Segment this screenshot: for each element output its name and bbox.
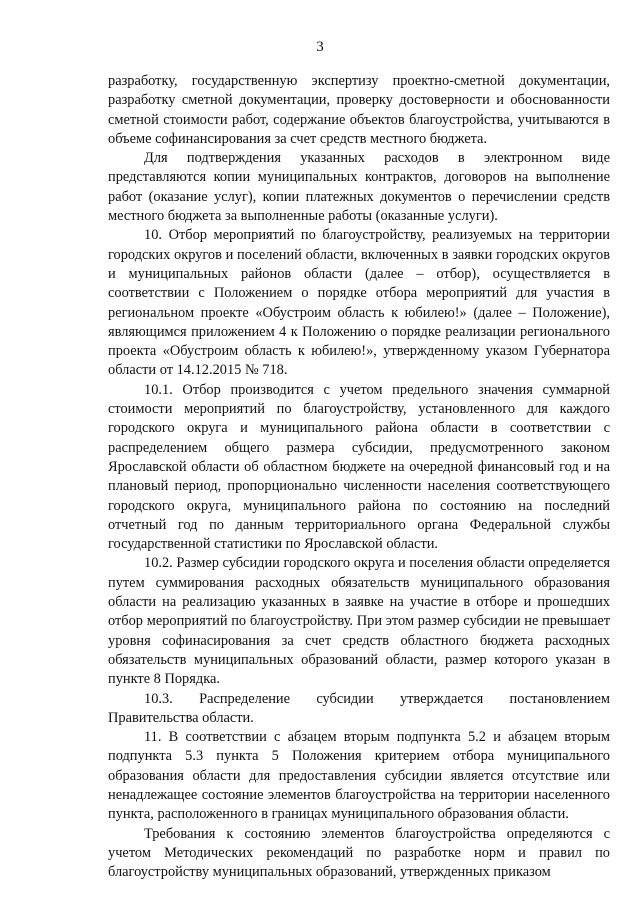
- document-body: [108, 72, 610, 882]
- page-number: 3: [316, 39, 324, 55]
- paragraph-item-10: 10. Отбор мероприятий по благоустройству, реализуемых на территории городских округов и поселений области, включенных в заявки городских округов и муниципальных районов области (далее – отбор), осуществляется в соответствии с Положением о порядке отбора мероприятий для участия в региональном проекте «Обустроим область к юбилею!» (далее – Положение), являющимся приложением 4 к Положению о порядке реализации регионального проекта «Обустроим область к юбилею!», утвержденному указом Губернатора области от 14.12.2015 № 718.: [108, 227, 610, 379]
- paragraph-expense-confirmation: Для подтверждения указанных расходов в электронном виде представляются копии муниципальных контрактов, договоров на выполнение работ (оказание услуг), копии платежных документов о перечислении средств местного бюджета за выполненные работы (оказанные услуги).: [108, 150, 610, 225]
- paragraph-item-10-2: 10.2. Размер субсидии городского округа и поселения области определяется путем суммирования расходных обязательств муниципального образования области на реализацию указанных в заявке на участие в отборе и прошедших отбор мероприятий по благоустройству. При этом размер субсидии не превышает уровня софинасирования за счет средств областного бюджета расходных обязательств муниципальных образований области, размер которого указан в пункте 8 Порядка.: [108, 555, 611, 688]
- paragraph-item-10-1: 10.1. Отбор производится с учетом предельного значения суммарной стоимости мероприятий по благоустройству, установленного для каждого городского округа и муниципального района области в соответствии с распределением общего размера субсидии, предусмотренного законом Ярославской области об областном бюджете на очередной финансовый год и на плановый период, пропорционально численности населения соответствующего городского округа, муниципального района по состоянию на последний отчетный год по данным территориального органа Федеральной службы государственной статистики по Ярославской области.: [108, 381, 610, 553]
- paragraph-continuation: разработку, государственную экспертизу проектно-сметной документации, разработку сметной документации, проверку достоверности и обоснованности сметной стоимости работ, содержание объектов благоустройства, учитываются в объеме софинансирования за счет средств местного бюджета.: [108, 73, 610, 147]
- paragraph-requirements: Требования к состоянию элементов благоустройства определяются с учетом Методических рекомендаций по разработке норм и правил по благоустройству муниципальных образований, утвержденных приказом: [108, 825, 610, 881]
- paragraph-item-10-3: 10.3. Распределение субсидии утверждается постановлением Правительства области.: [108, 690, 610, 726]
- paragraph-item-11: 11. В соответствии с абзацем вторым подпункта 5.2 и абзацем вторым подпункта 5.3 пункта 5 Положения критерием отбора муниципального образования области для предоставления субсидии является отсутствие или ненадлежащее состояние элементов благоустройства на территории населенного пункта, расположенного в границах муниципального образования области.: [108, 729, 610, 823]
